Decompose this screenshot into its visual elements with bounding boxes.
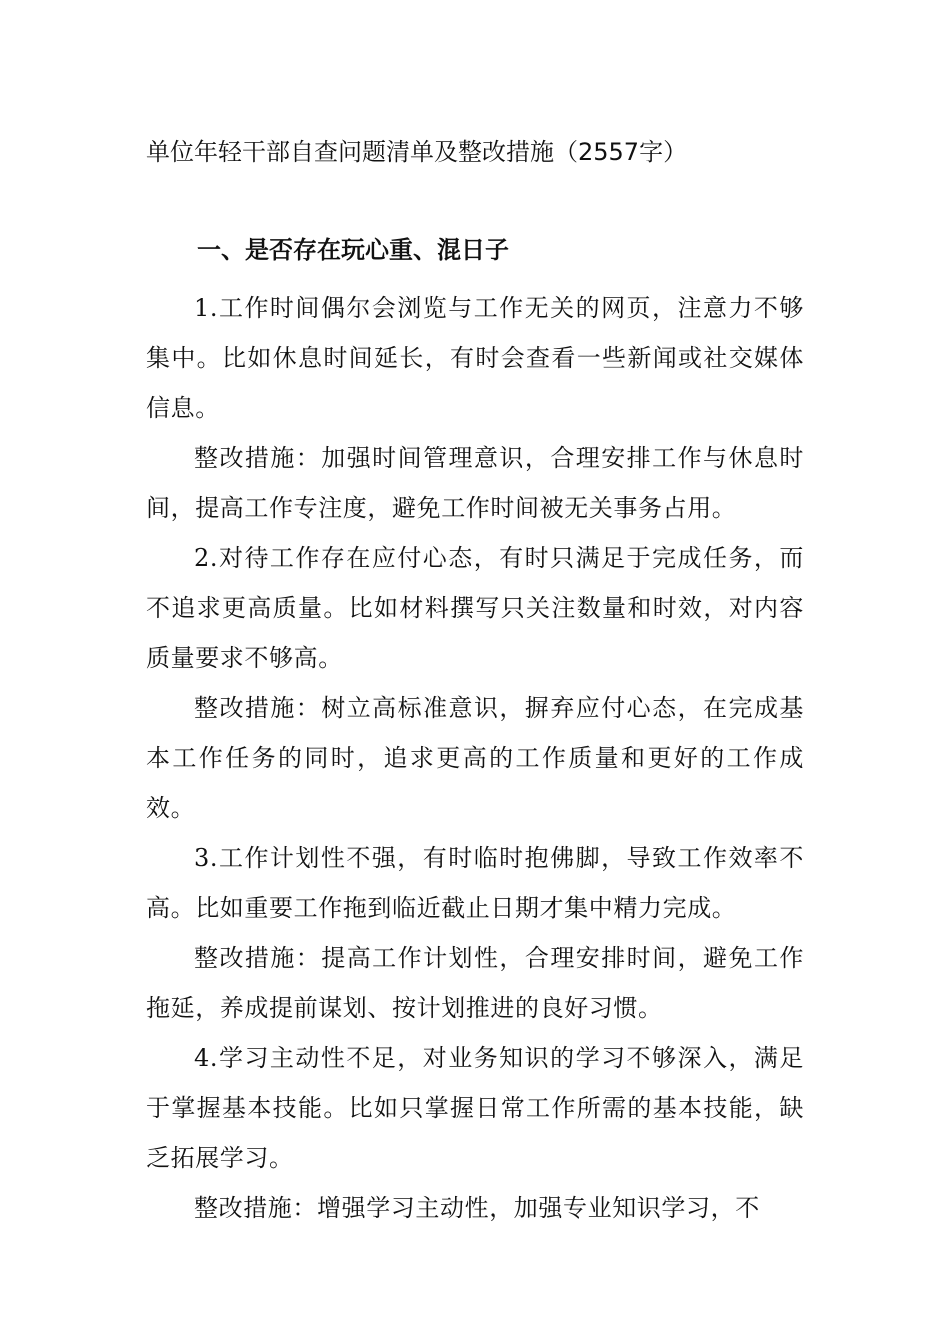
problem-paragraph-2: 2.对待工作存在应付心态，有时只满足于完成任务，而不追求更高质量。比如材料撰写只关注数量和时效，对内容质量要求不够高。: [146, 544, 804, 672]
section-heading: 一、是否存在玩心重、混日子: [197, 236, 509, 264]
document-title: 单位年轻干部自查问题清单及整改措施（2557字）: [146, 138, 688, 166]
measure-paragraph-4: 整改措施：增强学习主动性，加强专业知识学习，不: [194, 1194, 760, 1222]
problem-paragraph-3: 3.工作计划性不强，有时临时抱佛脚，导致工作效率不高。比如重要工作拖到临近截止日期才集中精力完成。: [146, 844, 804, 922]
measure-paragraph-1: 整改措施：加强时间管理意识，合理安排工作与休息时间，提高工作专注度，避免工作时间被无关事务占用。: [146, 444, 804, 522]
document-body: [146, 283, 804, 1233]
measure-paragraph-2: 整改措施：树立高标准意识，摒弃应付心态，在完成基本工作任务的同时，追求更高的工作质量和更好的工作成效。: [146, 694, 804, 822]
measure-paragraph-3: 整改措施：提高工作计划性，合理安排时间，避免工作拖延，养成提前谋划、按计划推进的良好习惯。: [146, 944, 804, 1022]
problem-paragraph-1: 1.工作时间偶尔会浏览与工作无关的网页，注意力不够集中。比如休息时间延长，有时会查看一些新闻或社交媒体信息。: [146, 294, 804, 422]
problem-paragraph-4: 4.学习主动性不足，对业务知识的学习不够深入，满足于掌握基本技能。比如只掌握日常工作所需的基本技能，缺乏拓展学习。: [146, 1044, 804, 1172]
